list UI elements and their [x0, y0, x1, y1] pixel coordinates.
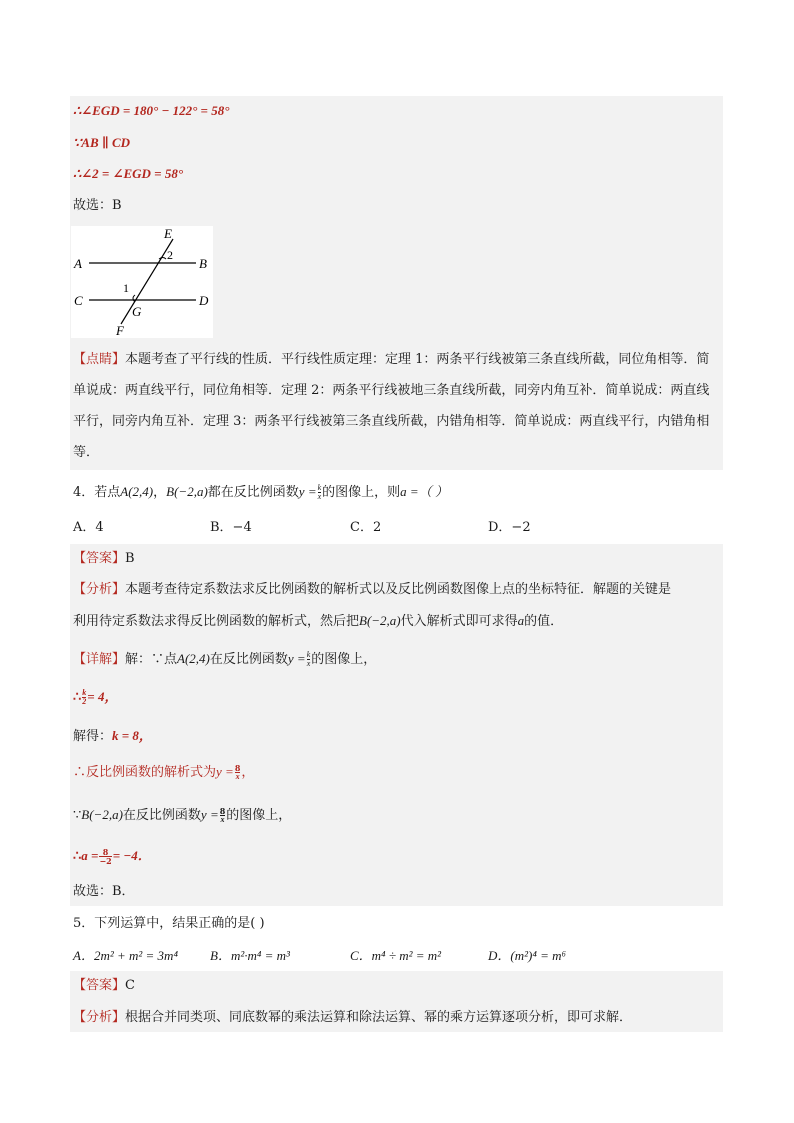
sol3-choice: 故选：B: [73, 198, 122, 213]
label-G: G: [132, 304, 142, 319]
q5-stem: 5．下列运算中，结果正确的是( ): [73, 916, 265, 931]
comment-tag: 【点睛】: [73, 352, 126, 367]
label-A: A: [74, 256, 82, 271]
label-E: E: [164, 226, 172, 241]
q5-option-c: C．m⁴ ÷ m² = m²: [350, 948, 442, 963]
q4-detail-6: ∴a = $\frac{8}{-2}$ = −4．: [73, 847, 151, 866]
q4-detail-3: 解得：k = 8，: [73, 728, 152, 744]
label-1: 1: [123, 281, 129, 295]
label-B: B: [199, 256, 207, 271]
label-2: 2: [167, 248, 173, 262]
label-F: F: [116, 323, 124, 338]
q4-answer: 【答案】B: [73, 551, 135, 566]
comment-text: 本题考查了平行线的性质．平行线性质定理：定理 1：两条平行线被第三条直线所截，同位角相等．简单说成：两直线平行，同位角相等．定理 2：两条平行线被地三条直线所截，同旁内角互补．简单说成：两直线平行，同旁内角互补．定理 3：两条平行线被第三条直线所截，内错角相等．简单说成：两直线平行，内错角相等．: [73, 352, 710, 460]
q4-detail-2: ∴ $\frac{k}{2}$ = 4，: [73, 688, 118, 706]
q5-option-b: B．m²·m⁴ = m³: [210, 948, 290, 963]
q4-stem: 4．若点A(2,4)，B(−2,a)都在反比例函数y = $\frac{k}{x}$ 的图像上，则a =（ ）: [73, 483, 448, 501]
sol3-line3: ∴∠2 = ∠EGD = 58°: [73, 166, 184, 181]
q5-analysis: 【分析】根据合并同类项、同底数幂的乘法运算和除法运算、幂的乘方运算逐项分析，即可求解．: [73, 1010, 633, 1025]
q4-option-b: B．−4: [210, 520, 252, 535]
q4-choice: 故选：B．: [73, 884, 135, 899]
q4-analysis-1: 【分析】本题考查待定系数法求反比例函数的解析式以及反比例函数图像上点的坐标特征．解题的关键是: [73, 582, 672, 597]
parallel-lines-figure: [71, 226, 213, 338]
sol3-line1: ∴∠EGD = 180° − 122° = 58°: [73, 103, 230, 118]
q5-option-d: D．(m²)⁴ = m⁶: [488, 948, 567, 963]
q4-analysis-2: 利用待定系数法求得反比例函数的解析式，然后把B(−2,a)代入解析式即可求得a的值．: [73, 613, 564, 629]
q4-option-c: C．2: [350, 520, 382, 535]
q5-answer: 【答案】C: [73, 978, 135, 993]
sol3-comment: [73, 344, 721, 468]
q4-detail-5: ∵B(−2,a)在反比例函数y = $\frac{8}{x}$ 的图像上，: [73, 806, 292, 824]
q4-option-d: D．−2: [488, 520, 531, 535]
sol3-line2: ∵AB ∥ CD: [73, 135, 131, 150]
label-C: C: [74, 293, 83, 308]
label-D: D: [199, 293, 209, 308]
q5-option-a: A．2m² + m² = 3m⁴: [73, 948, 178, 963]
q4-detail-4: ∴反比例函数的解析式为y = $\frac{8}{x}$ ，: [73, 763, 255, 781]
q4-detail-1: 【详解】解：∵点A(2,4)在反比例函数y = $\frac{k}{x}$ 的图像上，: [73, 650, 377, 668]
q4-option-a: A．4: [73, 520, 104, 535]
